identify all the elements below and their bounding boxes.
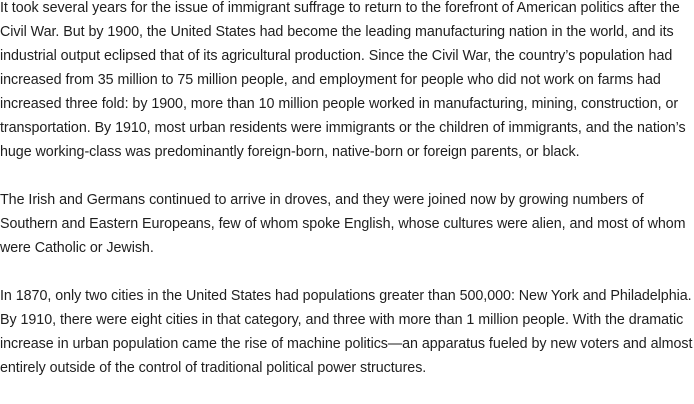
text-line: huge working-class was predominantly foreign-born, native-born or foreign parents, or black. <box>0 144 580 160</box>
paragraph-3 <box>0 284 694 380</box>
text-line: were Catholic or Jewish. <box>0 240 154 256</box>
text-line: transportation. By 1910, most urban residents were immigrants or the children of immigrants, and the nation’s <box>0 120 686 136</box>
text-line: In 1870, only two cities in the United States had populations greater than 500,000: New York and Philadelphia. <box>0 288 692 304</box>
text-line: By 1910, there were eight cities in that category, and three with more than 1 million people. With the dramatic <box>0 312 684 328</box>
text-line: increased from 35 million to 75 million people, and employment for people who did not work on farms had <box>0 72 661 88</box>
text-line: industrial output eclipsed that of its agricultural production. Since the Civil War, the country’s population had <box>0 48 673 64</box>
text-line: The Irish and Germans continued to arrive in droves, and they were joined now by growing numbers of <box>0 192 644 208</box>
text-line: entirely outside of the control of traditional political power structures. <box>0 360 427 376</box>
paragraph-2 <box>0 188 694 260</box>
text-line: Southern and Eastern Europeans, few of whom spoke English, whose cultures were alien, and most of whom <box>0 216 686 232</box>
text-line: increase in urban population came the rise of machine politics—an apparatus fueled by new voters and almost <box>0 336 693 352</box>
text-line: increased three fold: by 1900, more than 10 million people worked in manufacturing, mining, construction, or <box>0 96 679 112</box>
text-line: Civil War. But by 1900, the United States had become the leading manufacturing nation in the world, and its <box>0 24 674 40</box>
text-line: It took several years for the issue of immigrant suffrage to return to the forefront of American politics after the <box>0 0 680 16</box>
paragraph-1 <box>0 0 694 164</box>
